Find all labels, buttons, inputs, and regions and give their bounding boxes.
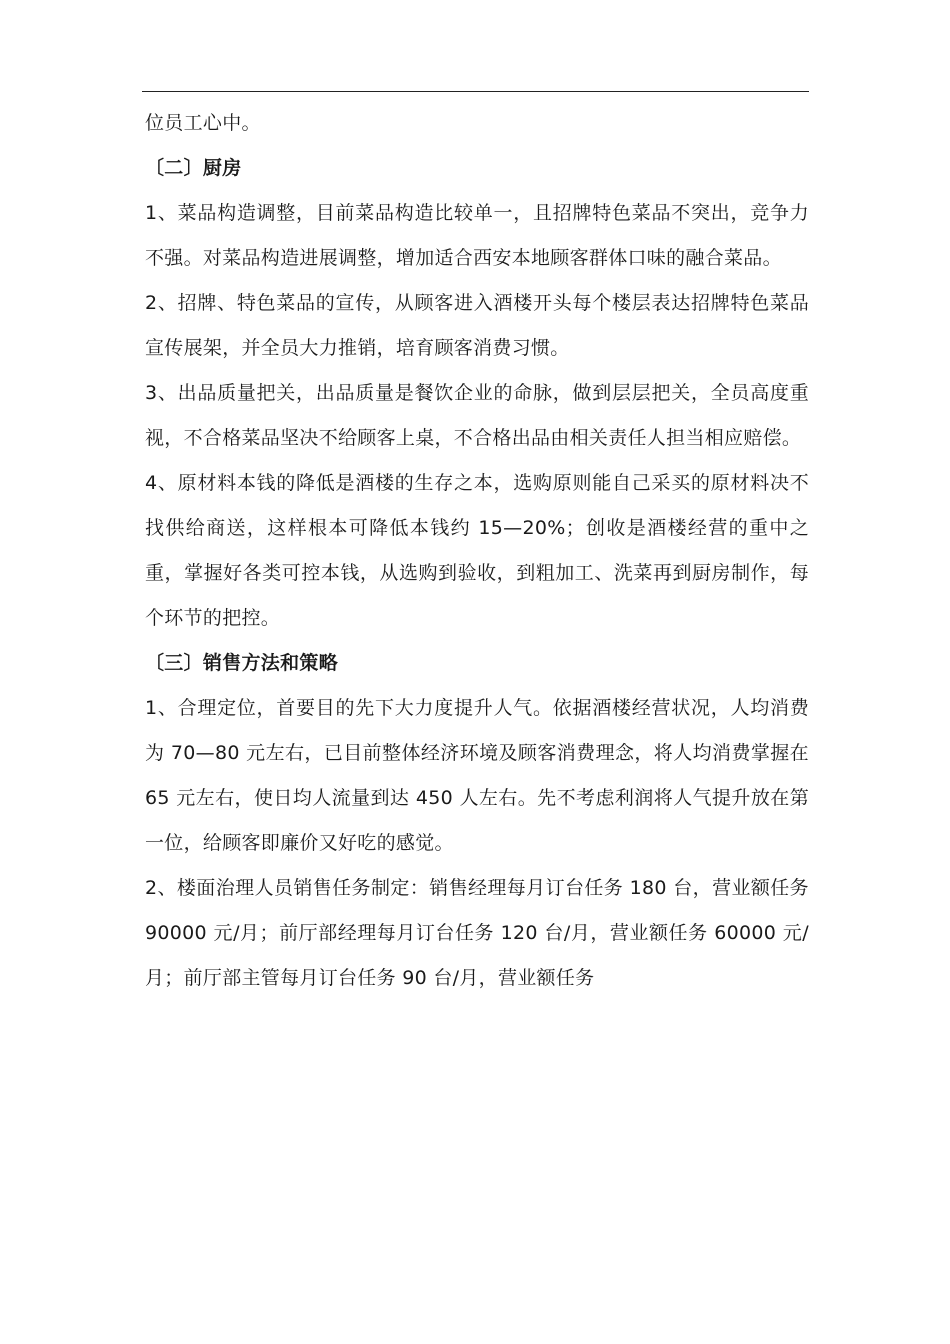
paragraph-menu-structure: 1、菜品构造调整，目前菜品构造比较单一，且招牌特色菜品不突出，竞争力不强。对菜品构造进展调整，增加适合西安本地顾客群体口味的融合菜品。: [145, 202, 809, 269]
section-heading-kitchen: 〔二〕厨房: [145, 157, 242, 179]
section-heading-sales-strategy: 〔三〕销售方法和策略: [145, 652, 339, 674]
paragraph-sales-targets: 2、楼面治理人员销售任务制定：销售经理每月订台任务 180 台，营业额任务 90000 元/月；前厅部经理每月订台任务 120 台/月，营业额任务 60000 元/月；前厅部主管每月订台任务 90 台/月，营业额任务: [145, 877, 816, 989]
paragraph-quality-control: 3、出品质量把关，出品质量是餐饮企业的命脉，做到层层把关，全员高度重视，不合格菜品坚决不给顾客上桌，不合格出品由相关责任人担当相应赔偿。: [145, 382, 809, 449]
paragraph-continuation: 位员工心中。: [145, 112, 261, 134]
header-rule: [142, 91, 809, 92]
paragraph-positioning: 1、合理定位，首要目的先下大力度提升人气。依据酒楼经营状况，人均消费为 70—80 元左右，已目前整体经济环境及顾客消费理念，将人均消费掌握在 65 元左右，使日均人流量到达 450 人左右。先不考虑利润将人气提升放在第一位，给顾客即廉价又好吃的感觉。: [145, 697, 816, 854]
paragraph-cost-reduction: 4、原材料本钱的降低是酒楼的生存之本，选购原则能自己采买的原材料决不找供给商送，这样根本可降低本钱约 15—20%；创收是酒楼经营的重中之重，掌握好各类可控本钱，从选购到验收，到粗加工、洗菜再到厨房制作，每个环节的把控。: [145, 472, 809, 629]
paragraph-signature-dish-promotion: 2、招牌、特色菜品的宣传，从顾客进入酒楼开头每个楼层表达招牌特色菜品宣传展架，并全员大力推销，培育顾客消费习惯。: [145, 292, 809, 359]
document-body: [145, 101, 816, 1001]
